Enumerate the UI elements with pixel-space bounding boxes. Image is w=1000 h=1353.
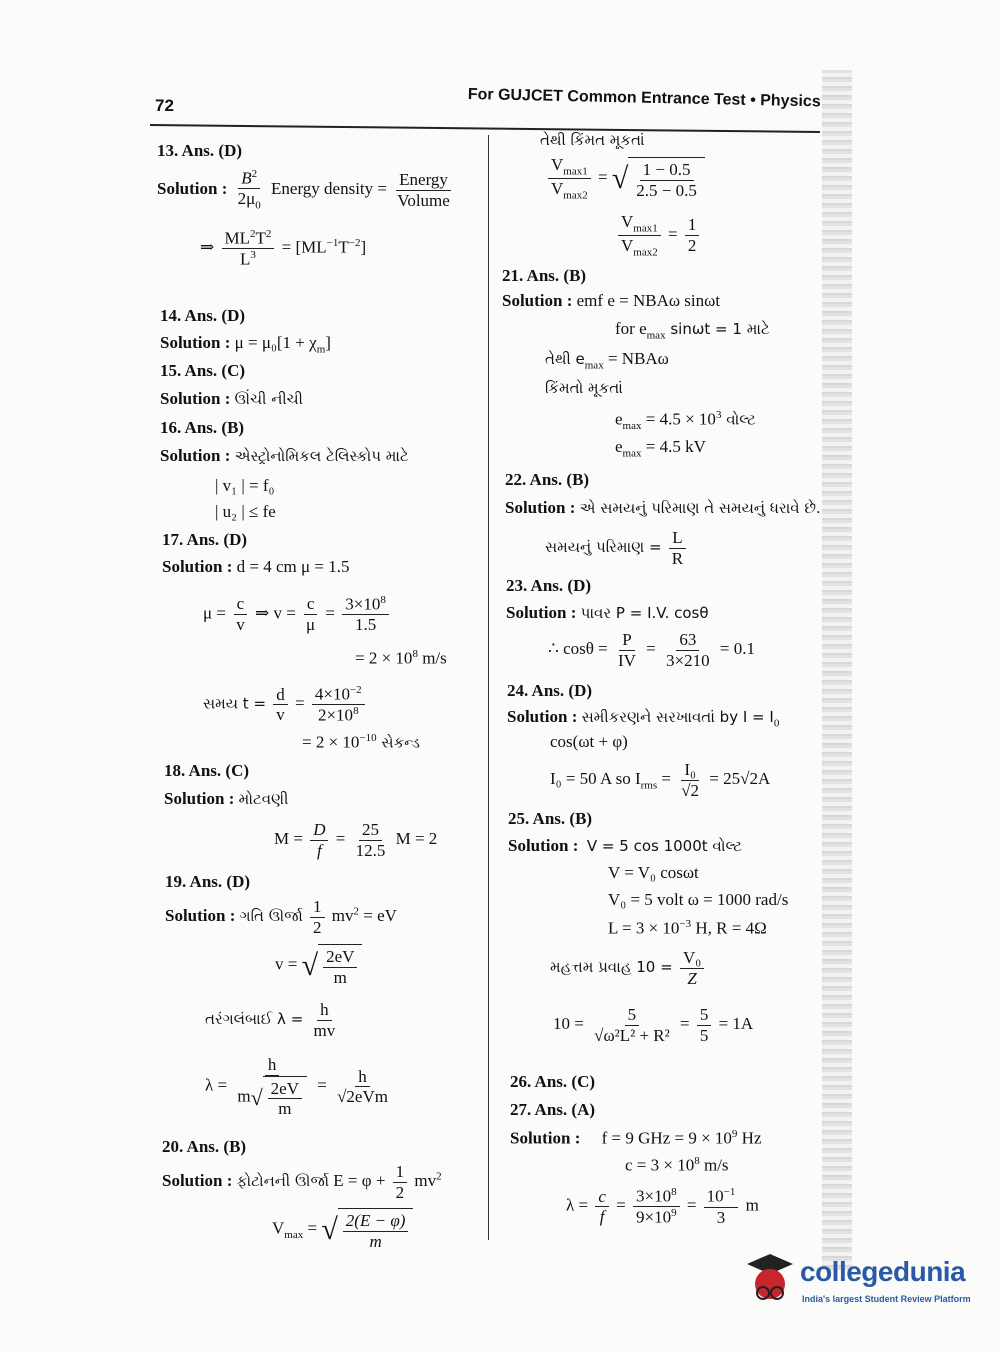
q22-time: સમયનું પરિમાણ = $\frac{L}{R}$ [545,528,689,568]
q19-solution: Solution : ગતિ ઊર્જા $\frac{1}{2}$ $mv^2$ = eV [165,897,397,937]
right-top-text: તેથી કિંમત મૂકતાં [540,131,645,149]
q22-solution: Solution : એ સમયનું પરિમાણ તે સમયનું ધરાવે છે. [505,498,821,517]
q14-answer: 14. Ans. (D) [160,306,246,325]
q24-answer: 24. Ans. (D) [507,681,593,700]
q21-emax2: $e_{max} = 4.5$ kV [615,437,706,460]
q19-wavelength: તરંગલંબાઈ λ = $\frac{h}{mv}$ [205,1000,336,1040]
vmax-ratio-result: $\frac{V_{max1}}{V_{max2}}$ = $\frac{1}{2}$ [615,212,702,259]
q26-answer: 26. Ans. (C) [510,1072,596,1091]
q16-answer: 16. Ans. (B) [160,418,245,437]
q15-solution: Solution : ઊંચી નીચી [160,389,303,408]
q25-answer: 25. Ans. (B) [508,809,593,828]
logo-wordmark: collegedunia [800,1256,966,1287]
q14-solution: Solution : $\mu = \mu_0[1 + \chi_m]$ [160,333,331,356]
q24-cos: cos(ωt + φ) [550,732,628,751]
q27-lambda: λ = $\frac{c}{f}$ = $\frac{3\times 10^8}{9\times 10^9}$ = $\frac{10^{-1}}{3}$ m [566,1186,759,1227]
q27-answer: 27. Ans. (A) [510,1100,596,1119]
running-header: For GUJCET Common Entrance Test • Physics [467,86,821,111]
page-edge-shadow [822,70,852,1270]
q25-v0-values: V₀ = 5 volt ω = 1000 rad/s [608,890,789,909]
q18-answer: 18. Ans. (C) [164,761,250,780]
q18-magnification: M = $\frac{D}{f}$ = $\frac{25}{12.5}$ M = 2 [274,820,438,860]
q21-solution: Solution : emf e = NBAω sinωt [502,291,721,310]
q22-answer: 22. Ans. (B) [505,470,590,489]
q23-cos: ∴ cosθ = $\frac{P}{IV}$ = $\frac{63}{3\times 210}$ = 0.1 [548,630,755,670]
q25-l: $L = 3 \times 10^{-3}$ H, R = 4Ω [608,918,767,938]
q20-solution: Solution : ફોટોનની ઊર્જા E = φ + $\frac{1}{2}$ $mv^2$ [162,1162,442,1202]
q20-answer: 20. Ans. (B) [162,1137,247,1156]
q20-vmax: $V_{max}$ = √ $\frac{2(E - \varphi)}{m}$ [272,1208,413,1251]
q17-solution: Solution : d = 4 cm μ = 1.5 [162,557,350,576]
q24-solution: Solution : સમીકરણને સરખાવતાં by $I = I_0$ [507,707,780,730]
q23-solution: Solution : પાવર P = I.V. cosθ [506,603,709,622]
q19-velocity: v = √ $\frac{2eV}{m}$ [275,944,362,987]
q25-solution: Solution : V = 5 cos 1000t વોલ્ટ [508,836,743,855]
q16-line1: | v₁ | = f₀ [215,476,275,495]
q21-put: કિંમતો મૂકતાં [545,379,623,397]
q19-wavelength-result: λ = h m√ $\frac{2eV}{m}$ = $\frac{h}{\text{√2eVm}}$ [205,1055,388,1119]
header-rule [150,124,820,133]
q27-solution: Solution : f = 9 GHz = $9 \times 10^9$ Hz [510,1128,762,1148]
q21-emax1: $e_{max} = 4.5 \times 10^3$ વોલ્ટ [615,409,756,433]
q13-dimension: ⇒ $\frac{ML^2T^2}{L^3}$ = $[ML^{-1}T^{-2}]$ [200,228,367,269]
q19-answer: 19. Ans. (D) [165,872,251,891]
graduate-mascot-icon [742,1248,797,1308]
q25-max-current: મહત્તમ પ્રવાહ 10 = $\frac{\text{V₀}}{Z}$ [550,948,707,988]
q15-answer: 15. Ans. (C) [160,361,246,380]
logo-tagline: India's largest Student Review Platform [802,1294,971,1304]
q21-so: તેથી $e_{max} = NBA\omega$ [545,349,669,372]
q17-time-result: = $2 \times 10^{-10}$ સેકન્ડ [302,732,420,752]
q25-v0: V = V₀ cosωt [608,863,699,882]
q23-answer: 23. Ans. (D) [506,576,592,595]
q17-answer: 17. Ans. (D) [162,530,248,549]
vmax-ratio: $\frac{V_{max1}}{V_{max2}}$ = √ $\frac{1 - 0.5}{2.5 - 0.5}$ [545,155,705,202]
page-number: 72 [155,96,174,115]
collegedunia-logo[interactable] [742,1248,972,1318]
q17-result: = $2 \times 10^8$ m/s [355,648,447,668]
q21-for: for $e_{max}$ sinωt = 1 માટે [615,319,770,342]
q21-answer: 21. Ans. (B) [502,266,587,285]
q17-velocity: μ = $\frac{c}{v}$ ⇒ v = $\frac{c}{\mu}$ = $\frac{3\times 10^8}{1.5}$ [203,594,392,635]
q13-answer: 13. Ans. (D) [157,141,243,160]
q16-line2: | u₂ | ≤ fe [215,502,276,521]
q25-result: 10 = $\frac{5}{\text{√ω²L² + R²}}$ = $\frac{5}{5}$ = 1A [553,1005,754,1045]
q13-solution: Solution : $\frac{B^2}{2\mu_0}$ Energy density = $\frac{\text{Energy}}{\text{Volume}}$ [157,168,450,212]
q18-solution: Solution : મોટવણી [164,789,289,808]
q24-irms: I₀ = 50 A so $I_{rms}$ = $\frac{\text{I₀}}{√2}$ = 25√2A [550,760,771,800]
q17-time: સમય t = $\frac{d}{v}$ = $\frac{4\times 10^{-2}}{2\times 10^8}$ [203,684,368,725]
column-divider [488,135,489,1240]
q16-solution: Solution : એસ્ટ્રોનોમિકલ ટેલિસ્કોપ માટે [160,446,409,465]
q27-c: $c = 3 \times 10^8$ m/s [625,1155,729,1175]
